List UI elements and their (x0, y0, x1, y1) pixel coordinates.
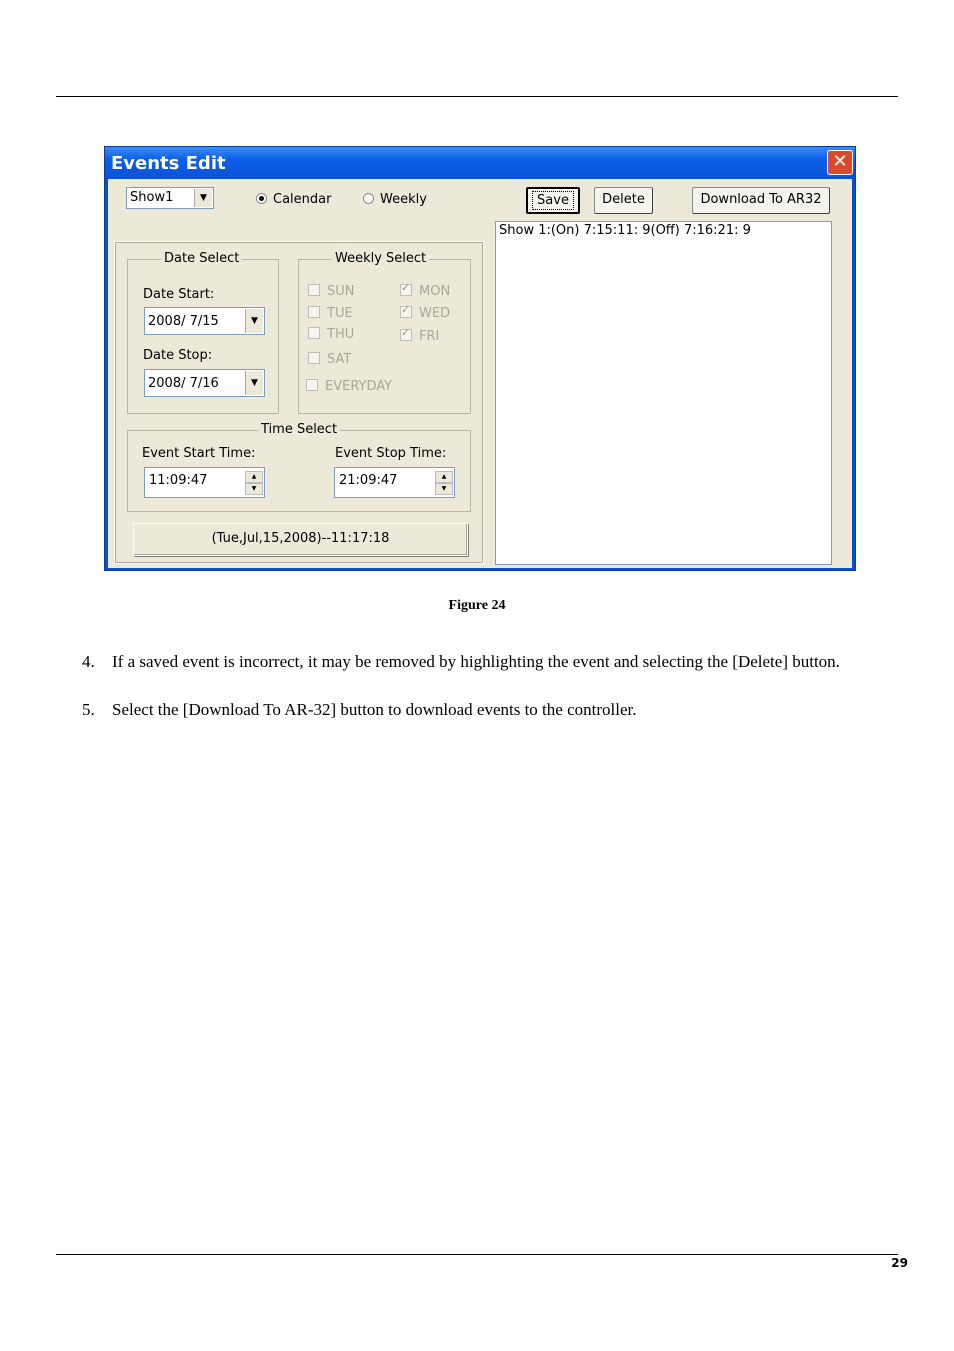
checkbox-wed[interactable] (400, 306, 450, 321)
checkbox-icon (306, 379, 318, 391)
checkbox-sat[interactable] (308, 352, 351, 367)
radio-selected-icon (256, 193, 267, 204)
radio-weekly[interactable] (363, 192, 427, 207)
spin-up-icon[interactable]: ▲ (245, 471, 263, 483)
spin-down-icon[interactable]: ▼ (435, 483, 453, 495)
date-select-legend: Date Select (161, 251, 242, 266)
step-number: 4. (82, 652, 95, 671)
checkbox-fri-label: FRI (419, 329, 440, 344)
checkbox-icon (308, 327, 320, 339)
show-select[interactable] (126, 187, 214, 209)
date-start-value: 2008/ 7/15 (148, 314, 219, 329)
checkbox-tue-label: TUE (327, 306, 353, 321)
checkbox-fri[interactable] (400, 329, 439, 344)
radio-weekly-label: Weekly (380, 192, 427, 207)
checkbox-sun[interactable] (308, 284, 355, 299)
chevron-down-icon[interactable]: ▼ (245, 309, 263, 333)
checkbox-sat-label: SAT (327, 352, 352, 367)
radio-unselected-icon (363, 193, 374, 204)
checkbox-thu[interactable] (308, 327, 354, 342)
dialog-body (108, 179, 852, 568)
event-start-time-input[interactable] (144, 467, 265, 498)
date-select-group (127, 251, 279, 414)
checkbox-everyday-label: EVERYDAY (325, 379, 393, 394)
event-list[interactable] (495, 221, 832, 565)
step-text: Select the [Download To AR-32] button to download events to the controller. (112, 700, 637, 719)
weekly-select-legend: Weekly Select (332, 251, 429, 266)
title-bar[interactable] (105, 147, 855, 179)
show-select-value: Show1 (130, 190, 174, 205)
checkbox-everyday[interactable] (306, 379, 392, 394)
step-item (82, 698, 872, 722)
checkbox-icon (308, 352, 320, 364)
events-edit-dialog (104, 146, 856, 571)
checkbox-mon[interactable] (400, 284, 450, 299)
step-item (82, 650, 872, 698)
download-button[interactable]: Download To AR32 (692, 187, 830, 214)
event-start-time-label: Event Start Time: (142, 446, 256, 461)
event-start-time-value: 11:09:47 (149, 473, 208, 488)
chevron-down-icon[interactable]: ▼ (245, 371, 263, 395)
checkbox-checked-icon (400, 306, 412, 318)
chevron-down-icon[interactable]: ▼ (194, 189, 212, 207)
footer-rule (56, 1254, 898, 1255)
checkbox-thu-label: THU (327, 327, 355, 342)
radio-calendar[interactable] (256, 192, 331, 207)
date-stop-value: 2008/ 7/16 (148, 376, 219, 391)
header-rule (56, 96, 898, 97)
radio-calendar-label: Calendar (273, 192, 332, 207)
time-select-group (127, 422, 471, 512)
save-button[interactable] (526, 187, 580, 214)
save-button-label: Save (532, 191, 574, 210)
step-text: If a saved event is incorrect, it may be removed by highlighting the event and selecting the [Delete] button. (112, 652, 840, 671)
event-stop-time-value: 21:09:47 (339, 473, 398, 488)
date-start-picker[interactable] (144, 307, 265, 335)
checkbox-icon (308, 306, 320, 318)
close-button[interactable] (827, 150, 853, 175)
event-stop-time-input[interactable] (334, 467, 455, 498)
event-stop-time-label: Event Stop Time: (335, 446, 447, 461)
close-icon: ✕ (832, 151, 848, 172)
date-start-label: Date Start: (143, 287, 215, 302)
clock-display: (Tue,Jul,15,2008)--11:17:18 (133, 523, 468, 556)
date-stop-picker[interactable] (144, 369, 265, 397)
time-select-legend: Time Select (258, 422, 340, 437)
checkbox-wed-label: WED (419, 306, 451, 321)
dialog-title: Events Edit (111, 153, 226, 174)
spin-up-icon[interactable]: ▲ (435, 471, 453, 483)
page-number: 29 (891, 1256, 908, 1270)
list-item[interactable]: Show 1:(On) 7:15:11: 9(Off) 7:16:21: 9 (499, 223, 751, 238)
step-number: 5. (82, 700, 95, 719)
spin-down-icon[interactable]: ▼ (245, 483, 263, 495)
delete-button[interactable]: Delete (594, 187, 653, 214)
date-stop-label: Date Stop: (143, 348, 213, 363)
checkbox-icon (308, 284, 320, 296)
figure-caption: Figure 24 (448, 598, 506, 613)
checkbox-checked-icon (400, 329, 412, 341)
weekly-select-group (298, 251, 471, 414)
checkbox-tue[interactable] (308, 306, 353, 321)
checkbox-sun-label: SUN (327, 284, 355, 299)
checkbox-mon-label: MON (419, 284, 451, 299)
checkbox-checked-icon (400, 284, 412, 296)
